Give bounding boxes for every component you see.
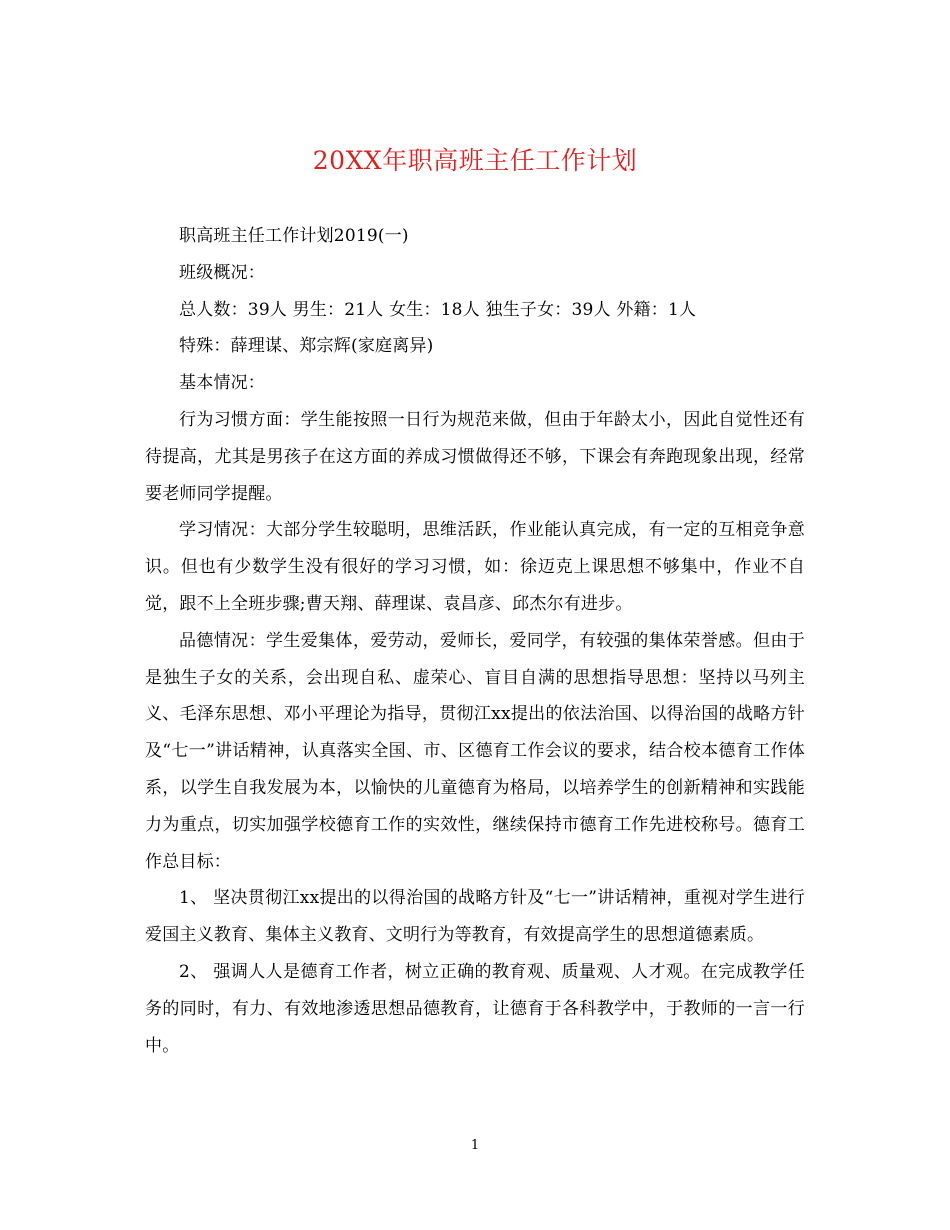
paragraph-study-situation: 学习情况：大部分学生较聪明，思维活跃，作业能认真完成，有一定的互相竞争意识。但也有少数学生没有很好的学习习惯，如：徐迈克上课思想不够集中，作业不自觉，跟不上全班步骤;曹天翔、薛理谋、袁昌彦、邱杰尔有进步。 — [145, 520, 805, 614]
special-students-line: 特殊：薛理谋、郑宗辉(家庭离异) — [179, 336, 434, 357]
document-body — [145, 218, 805, 1064]
paragraph-goal-1: 1、 坚决贯彻江xx提出的以得治国的战略方针及“七一”讲话精神，重视对学生进行爱国主义教育、集体主义教育、文明行为等教育，有效提高学生的思想道德素质。 — [145, 888, 805, 946]
section-heading-basic-situation: 基本情况： — [179, 373, 265, 394]
paragraph-behavior-habits: 行为习惯方面：学生能按照一日行为规范来做，但由于年龄太小，因此自觉性还有待提高，尤其是男孩子在这方面的养成习惯做得还不够，下课会有奔跑现象出现，经常要老师同学提醒。 — [145, 409, 805, 504]
class-statistics-line: 总人数：39人 男生：21人 女生：18人 独生子女：39人 外籍：1人 — [179, 299, 697, 320]
document-title: 20XX年职高班主任工作计划 — [312, 146, 638, 175]
section-heading-class-overview: 班级概况： — [179, 262, 265, 283]
paragraph-goal-2: 2、 强调人人是德育工作者，树立正确的教育观、质量观、人才观。在完成教学任务的同时，有力、有效地渗透思想品德教育，让德育于各科教学中，于教师的一言一行中。 — [145, 961, 805, 1056]
page-number: 1 — [470, 1138, 480, 1153]
paragraph-moral-situation: 品德情况：学生爱集体，爱劳动，爱师长，爱同学，有较强的集体荣誉感。但由于是独生子女的关系，会出现自私、虚荣心、盲目自满的思想指导思想：坚持以马列主义、毛泽东思想、邓小平理论为指导，贯彻江xx提出的依法治国、以得治国的战略方针及“七一”讲话精神，认真落实全国、市、区德育工作会议的要求，结合校本德育工作体系，以学生自我发展为本，以愉快的儿童德育为格局，以培养学生的创新精神和实践能力为重点，切实加强学校德育工作的实效性，继续保持市德育工作先进校称号。德育工作总目标： — [145, 630, 805, 872]
subtitle-line: 职高班主任工作计划2019(一) — [179, 226, 409, 246]
